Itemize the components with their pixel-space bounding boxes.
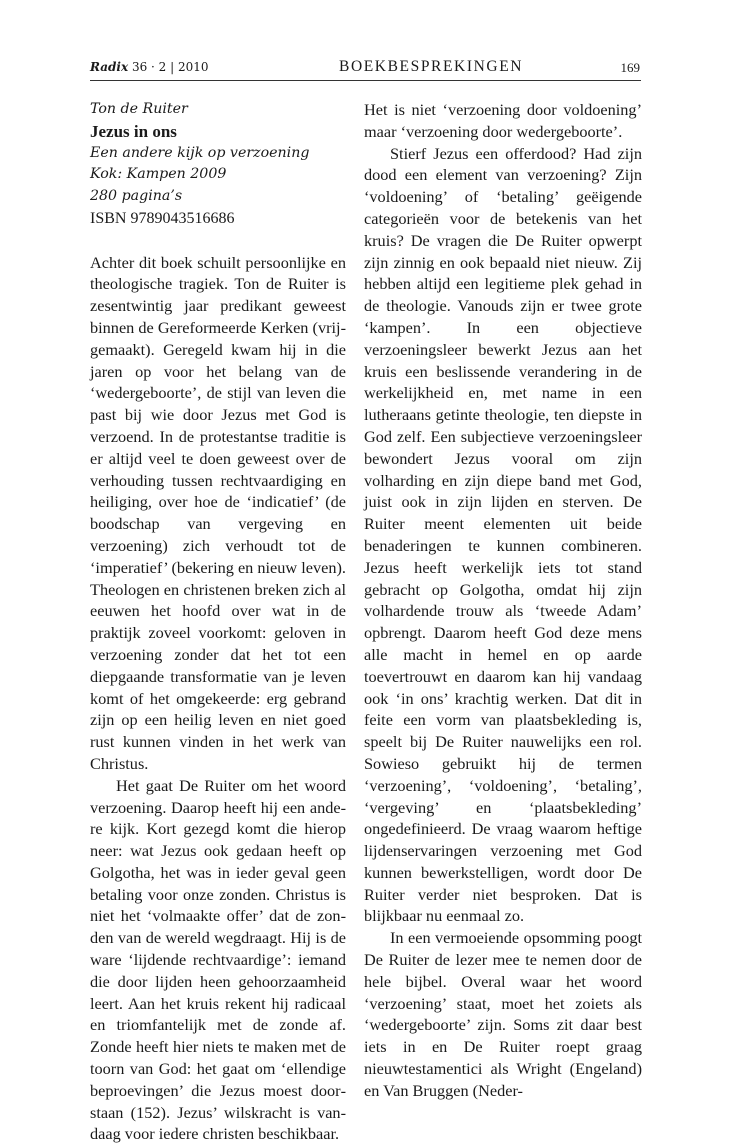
body-paragraph: In een vermoeiende opsomming poogt De Ruiter de lezer mee te nemen door de hele bijbel. Overal waar het woord ‘verzoening’ staat, moet het zoiets als ‘wedergeboorte’ zijn. Soms zit daar best iets in en De Ruiter roept graag nieuwtestamentici als Wright (Engeland) en Van Bruggen (Neder- (364, 928, 642, 1100)
issue-info: 36 · 2 | 2010 (131, 60, 209, 74)
running-header (90, 58, 641, 81)
body-paragraph: Achter dit boek schuilt persoonlijke en theologische tragiek. Ton de Ruiter is zesentwintig jaar predikant geweest binnen de Gereformeerde Kerken (vrijgemaakt). Geregeld kwam hij in die jaren op voor het belang van de ‘wedergeboorte’, de stijl van leven die past bij wie door Jezus met God is verzoend. In de protestantse traditie is er altijd veel te doen geweest over de verhouding tussen rechtvaardiging en heiliging, over hoe de ‘indicatief’ (de boodschap van vergeving en verzoening) zich verhoudt tot de ‘imperatief’ (bekering en nieuw leven). Theologen en christenen breken zich al eeuwen het hoofd over wat in de praktijk zoveel voorkomt: geloven in verzoening zonder dat het tot een diepgaande transformatie van je leven komt of het omgekeerde: erg gebrand zijn op een heilig leven en niet goed rust kunnen vinden in het werk van Christus. (90, 252, 347, 773)
body-paragraph: Het is niet ‘verzoening door voldoening’ maar ‘verzoening door wedergeboorte’. (364, 100, 642, 141)
book-title: Jezus in ons (90, 121, 177, 141)
book-publisher: Kok: Kampen 2009 (90, 166, 227, 183)
magazine-name: Radix (90, 60, 129, 74)
book-subtitle: Een andere kijk op verzoening (90, 144, 310, 161)
book-isbn: ISBN 9789043516686 (90, 209, 235, 227)
section-title: BOEKBESPREKINGEN (339, 58, 524, 75)
book-pages: 280 pagina’s (90, 188, 183, 205)
book-author: Ton de Ruiter (90, 101, 188, 117)
page-number: 169 (620, 60, 640, 75)
journal-citation (90, 60, 209, 74)
body-paragraph: Stierf Jezus een offerdood? Had zijn dood een element van verzoening? Zijn ‘voldoening’ of ‘betaling’ geëigende categorieën voor de betekenis van het kruis? De vragen die De Ruiter opwerpt zijn zinnig en ook bepaald niet nieuw. Zij hebben altijd een legitieme plek gehad in de theologie. Vanouds zijn er twee grote ‘kampen’. In een objectieve verzoeningsleer bewerkt Jezus aan het kruis een beslissende verandering in de werkelijkheid en, met name in een lutheraans getinte theologie, ten diepste in God zelf. Een subjectieve verzoeningsleer bewondert Jezus vooral om zijn volharding en zijn diepe band met God, juist ook in zijn lijden en sterven. De Ruiter meent elementen uit beide benaderingen te kunnen combineren. Jezus heeft werkelijk iets tot stand gebracht op Golgotha, omdat hij zijn volhardende trouw als ‘tweede Adam’ opbrengt. Daarom heeft God deze mens alle macht in hemel en op aarde toevertrouwt en daarom kan hij vandaag ook ‘in ons’ krachtig werken. Dat dit in feite een vorm van plaatsbekleding is, speelt bij De Ruiter nauwelijks een rol. Sowieso gebruikt hij de termen ‘verzoening’, ‘voldoening’, ‘betaling’, ‘vergeving’ en ‘plaatsbekleding’ ongedefinieerd. De vraag waarom heftige lijdenservaringen verzoening met God kunnen bewerkstelligen, wordt door De Ruiter verder niet besproken. Dat is blijkbaar nu eenmaal zo. (364, 143, 642, 926)
body-paragraph: Het gaat De Ruiter om het woord verzoening. Daarop heeft hij een andere kijk. Kort gezegd komt die hierop neer: wat Jezus ook gedaan heeft op Golgotha, het was in ieder geval geen betaling voor onze zonden. Christus is niet het ‘volmaakte offer’ dat de zonden van de wereld wegdraagt. Hij is de ware ‘lijdende rechtvaardige’: iemand die door lijden heen gehoorzaamheid leert. Aan het kruis rekent hij radicaal en triomfantelijk met de zonde af. Zonde heeft hier niets te maken met de toorn van God: het gaat om ‘ellendige beproevingen’ die Jezus moest doorstaan (152). Jezus’ wilskracht is vandaag voor iedere christen beschikbaar. (90, 775, 346, 1144)
left-column (90, 99, 346, 1145)
right-column (364, 99, 642, 1102)
book-metadata (90, 99, 346, 230)
